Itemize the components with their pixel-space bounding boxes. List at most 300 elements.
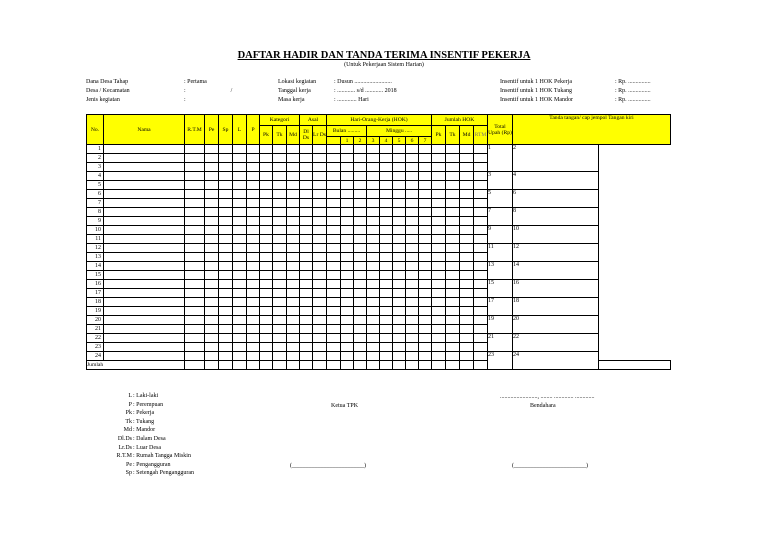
data-cell[interactable] — [474, 181, 488, 190]
data-cell[interactable] — [300, 217, 313, 226]
data-cell[interactable] — [219, 271, 233, 280]
data-cell[interactable] — [300, 307, 313, 316]
data-cell[interactable] — [273, 199, 287, 208]
total-cell[interactable] — [341, 361, 354, 370]
data-cell[interactable] — [341, 181, 354, 190]
data-cell[interactable] — [233, 343, 247, 352]
data-cell[interactable] — [185, 145, 205, 154]
data-cell[interactable] — [287, 334, 300, 343]
data-cell[interactable] — [419, 298, 432, 307]
data-cell[interactable] — [341, 235, 354, 244]
data-cell[interactable] — [233, 325, 247, 334]
data-cell[interactable] — [354, 316, 367, 325]
data-cell[interactable] — [367, 244, 380, 253]
signature-cell-left[interactable]: 9 — [488, 226, 513, 244]
data-cell[interactable] — [104, 253, 185, 262]
signature-cell-right[interactable]: 8 — [513, 208, 599, 226]
data-cell[interactable] — [393, 226, 406, 235]
data-cell[interactable] — [273, 289, 287, 298]
data-cell[interactable] — [380, 271, 393, 280]
data-cell[interactable] — [406, 154, 419, 163]
data-cell[interactable] — [446, 208, 460, 217]
data-cell[interactable] — [341, 262, 354, 271]
data-cell[interactable] — [185, 316, 205, 325]
data-cell[interactable] — [287, 181, 300, 190]
data-cell[interactable] — [247, 334, 260, 343]
data-cell[interactable] — [104, 262, 185, 271]
data-cell[interactable] — [104, 208, 185, 217]
data-cell[interactable] — [419, 163, 432, 172]
data-cell[interactable] — [273, 316, 287, 325]
data-cell[interactable] — [380, 280, 393, 289]
data-cell[interactable] — [219, 343, 233, 352]
data-cell[interactable] — [313, 316, 327, 325]
data-cell[interactable] — [380, 145, 393, 154]
data-cell[interactable] — [341, 343, 354, 352]
data-cell[interactable] — [247, 253, 260, 262]
data-cell[interactable] — [233, 199, 247, 208]
data-cell[interactable] — [205, 154, 219, 163]
signature-cell-left[interactable]: 5 — [488, 190, 513, 208]
data-cell[interactable] — [460, 262, 474, 271]
data-cell[interactable] — [419, 244, 432, 253]
data-cell[interactable] — [233, 208, 247, 217]
data-cell[interactable] — [273, 235, 287, 244]
data-cell[interactable] — [446, 298, 460, 307]
data-cell[interactable] — [327, 307, 341, 316]
data-cell[interactable] — [406, 235, 419, 244]
data-cell[interactable] — [446, 343, 460, 352]
data-cell[interactable] — [341, 199, 354, 208]
data-cell[interactable] — [327, 334, 341, 343]
total-cell[interactable] — [446, 361, 460, 370]
data-cell[interactable] — [460, 226, 474, 235]
total-cell[interactable] — [406, 361, 419, 370]
data-cell[interactable] — [432, 190, 446, 199]
data-cell[interactable] — [432, 244, 446, 253]
data-cell[interactable] — [432, 334, 446, 343]
data-cell[interactable] — [419, 316, 432, 325]
data-cell[interactable] — [406, 244, 419, 253]
data-cell[interactable] — [367, 181, 380, 190]
data-cell[interactable] — [406, 253, 419, 262]
data-cell[interactable] — [354, 208, 367, 217]
total-cell[interactable] — [380, 361, 393, 370]
data-cell[interactable] — [393, 145, 406, 154]
data-cell[interactable] — [205, 253, 219, 262]
data-cell[interactable] — [460, 307, 474, 316]
data-cell[interactable] — [406, 163, 419, 172]
data-cell[interactable] — [367, 235, 380, 244]
data-cell[interactable] — [247, 352, 260, 361]
data-cell[interactable] — [327, 280, 341, 289]
data-cell[interactable] — [273, 208, 287, 217]
data-cell[interactable] — [313, 244, 327, 253]
data-cell[interactable] — [393, 343, 406, 352]
data-cell[interactable] — [313, 172, 327, 181]
data-cell[interactable] — [247, 316, 260, 325]
data-cell[interactable] — [185, 181, 205, 190]
total-cell[interactable] — [273, 361, 287, 370]
data-cell[interactable] — [273, 325, 287, 334]
data-cell[interactable] — [219, 253, 233, 262]
signature-cell-right[interactable]: 12 — [513, 244, 599, 262]
data-cell[interactable] — [205, 199, 219, 208]
data-cell[interactable] — [327, 199, 341, 208]
data-cell[interactable] — [185, 244, 205, 253]
data-cell[interactable] — [432, 253, 446, 262]
data-cell[interactable] — [300, 181, 313, 190]
data-cell[interactable] — [247, 145, 260, 154]
data-cell[interactable] — [219, 325, 233, 334]
data-cell[interactable] — [474, 280, 488, 289]
data-cell[interactable] — [300, 226, 313, 235]
data-cell[interactable] — [419, 181, 432, 190]
data-cell[interactable] — [205, 181, 219, 190]
data-cell[interactable] — [380, 316, 393, 325]
data-cell[interactable] — [341, 316, 354, 325]
data-cell[interactable] — [406, 271, 419, 280]
data-cell[interactable] — [354, 253, 367, 262]
data-cell[interactable] — [432, 172, 446, 181]
data-cell[interactable] — [104, 190, 185, 199]
data-cell[interactable] — [367, 217, 380, 226]
data-cell[interactable] — [393, 208, 406, 217]
data-cell[interactable] — [313, 352, 327, 361]
data-cell[interactable] — [219, 154, 233, 163]
data-cell[interactable] — [446, 307, 460, 316]
data-cell[interactable] — [273, 163, 287, 172]
data-cell[interactable] — [367, 226, 380, 235]
data-cell[interactable] — [354, 307, 367, 316]
data-cell[interactable] — [219, 262, 233, 271]
data-cell[interactable] — [185, 280, 205, 289]
data-cell[interactable] — [406, 172, 419, 181]
data-cell[interactable] — [367, 307, 380, 316]
data-cell[interactable] — [273, 352, 287, 361]
data-cell[interactable] — [313, 325, 327, 334]
data-cell[interactable] — [406, 343, 419, 352]
data-cell[interactable] — [446, 217, 460, 226]
data-cell[interactable] — [327, 181, 341, 190]
data-cell[interactable] — [460, 208, 474, 217]
data-cell[interactable] — [354, 289, 367, 298]
data-cell[interactable] — [313, 253, 327, 262]
data-cell[interactable] — [406, 199, 419, 208]
data-cell[interactable] — [367, 325, 380, 334]
data-cell[interactable] — [460, 244, 474, 253]
data-cell[interactable] — [393, 262, 406, 271]
data-cell[interactable] — [260, 217, 273, 226]
data-cell[interactable] — [185, 343, 205, 352]
data-cell[interactable] — [300, 199, 313, 208]
data-cell[interactable] — [327, 217, 341, 226]
data-cell[interactable] — [233, 352, 247, 361]
data-cell[interactable] — [205, 235, 219, 244]
signature-cell-left[interactable]: 15 — [488, 280, 513, 298]
data-cell[interactable] — [273, 280, 287, 289]
data-cell[interactable] — [104, 145, 185, 154]
data-cell[interactable] — [474, 244, 488, 253]
signature-cell-right[interactable]: 2 — [513, 145, 599, 172]
data-cell[interactable] — [300, 253, 313, 262]
data-cell[interactable] — [474, 226, 488, 235]
data-cell[interactable] — [300, 352, 313, 361]
data-cell[interactable] — [474, 325, 488, 334]
data-cell[interactable] — [406, 208, 419, 217]
data-cell[interactable] — [419, 190, 432, 199]
data-cell[interactable] — [393, 244, 406, 253]
data-cell[interactable] — [247, 289, 260, 298]
data-cell[interactable] — [432, 316, 446, 325]
data-cell[interactable] — [219, 226, 233, 235]
data-cell[interactable] — [474, 343, 488, 352]
data-cell[interactable] — [327, 352, 341, 361]
signature-cell-right[interactable]: 10 — [513, 226, 599, 244]
data-cell[interactable] — [260, 181, 273, 190]
data-cell[interactable] — [287, 154, 300, 163]
data-cell[interactable] — [460, 316, 474, 325]
data-cell[interactable] — [185, 262, 205, 271]
data-cell[interactable] — [300, 208, 313, 217]
data-cell[interactable] — [432, 208, 446, 217]
data-cell[interactable] — [367, 253, 380, 262]
data-cell[interactable] — [419, 226, 432, 235]
data-cell[interactable] — [380, 163, 393, 172]
data-cell[interactable] — [446, 172, 460, 181]
total-cell[interactable] — [393, 361, 406, 370]
data-cell[interactable] — [354, 262, 367, 271]
data-cell[interactable] — [393, 307, 406, 316]
data-cell[interactable] — [247, 154, 260, 163]
data-cell[interactable] — [354, 343, 367, 352]
data-cell[interactable] — [313, 307, 327, 316]
signature-cell-right[interactable]: 20 — [513, 316, 599, 334]
data-cell[interactable] — [393, 181, 406, 190]
data-cell[interactable] — [327, 190, 341, 199]
data-cell[interactable] — [446, 190, 460, 199]
data-cell[interactable] — [327, 298, 341, 307]
data-cell[interactable] — [273, 217, 287, 226]
data-cell[interactable] — [287, 217, 300, 226]
data-cell[interactable] — [205, 280, 219, 289]
data-cell[interactable] — [247, 226, 260, 235]
data-cell[interactable] — [380, 199, 393, 208]
data-cell[interactable] — [247, 217, 260, 226]
data-cell[interactable] — [205, 289, 219, 298]
total-cell[interactable] — [474, 361, 488, 370]
data-cell[interactable] — [260, 298, 273, 307]
data-cell[interactable] — [354, 244, 367, 253]
data-cell[interactable] — [367, 190, 380, 199]
data-cell[interactable] — [273, 298, 287, 307]
data-cell[interactable] — [300, 172, 313, 181]
signature-cell-left[interactable]: 19 — [488, 316, 513, 334]
data-cell[interactable] — [233, 307, 247, 316]
data-cell[interactable] — [260, 271, 273, 280]
data-cell[interactable] — [432, 145, 446, 154]
data-cell[interactable] — [341, 208, 354, 217]
signature-cell-right[interactable]: 4 — [513, 172, 599, 190]
data-cell[interactable] — [260, 190, 273, 199]
data-cell[interactable] — [380, 352, 393, 361]
data-cell[interactable] — [104, 271, 185, 280]
data-cell[interactable] — [205, 217, 219, 226]
data-cell[interactable] — [354, 235, 367, 244]
data-cell[interactable] — [313, 271, 327, 280]
data-cell[interactable] — [432, 280, 446, 289]
data-cell[interactable] — [185, 334, 205, 343]
data-cell[interactable] — [185, 208, 205, 217]
data-cell[interactable] — [380, 226, 393, 235]
data-cell[interactable] — [260, 253, 273, 262]
data-cell[interactable] — [406, 316, 419, 325]
data-cell[interactable] — [380, 307, 393, 316]
data-cell[interactable] — [247, 244, 260, 253]
data-cell[interactable] — [419, 199, 432, 208]
data-cell[interactable] — [104, 298, 185, 307]
data-cell[interactable] — [233, 154, 247, 163]
data-cell[interactable] — [300, 289, 313, 298]
data-cell[interactable] — [474, 208, 488, 217]
data-cell[interactable] — [406, 262, 419, 271]
data-cell[interactable] — [474, 307, 488, 316]
total-cell[interactable] — [205, 361, 219, 370]
data-cell[interactable] — [406, 181, 419, 190]
data-cell[interactable] — [380, 298, 393, 307]
data-cell[interactable] — [104, 163, 185, 172]
data-cell[interactable] — [341, 289, 354, 298]
data-cell[interactable] — [393, 271, 406, 280]
data-cell[interactable] — [341, 217, 354, 226]
data-cell[interactable] — [287, 190, 300, 199]
data-cell[interactable] — [419, 154, 432, 163]
total-cell[interactable] — [419, 361, 432, 370]
data-cell[interactable] — [460, 163, 474, 172]
data-cell[interactable] — [287, 163, 300, 172]
data-cell[interactable] — [300, 145, 313, 154]
data-cell[interactable] — [300, 298, 313, 307]
data-cell[interactable] — [300, 262, 313, 271]
data-cell[interactable] — [432, 289, 446, 298]
data-cell[interactable] — [354, 280, 367, 289]
data-cell[interactable] — [393, 316, 406, 325]
data-cell[interactable] — [432, 235, 446, 244]
data-cell[interactable] — [341, 352, 354, 361]
data-cell[interactable] — [354, 181, 367, 190]
data-cell[interactable] — [205, 307, 219, 316]
data-cell[interactable] — [219, 298, 233, 307]
total-cell[interactable] — [432, 361, 446, 370]
data-cell[interactable] — [341, 154, 354, 163]
data-cell[interactable] — [233, 235, 247, 244]
data-cell[interactable] — [287, 226, 300, 235]
data-cell[interactable] — [205, 334, 219, 343]
data-cell[interactable] — [474, 172, 488, 181]
signature-cell-left[interactable]: 13 — [488, 262, 513, 280]
data-cell[interactable] — [233, 316, 247, 325]
data-cell[interactable] — [446, 235, 460, 244]
signature-cell-left[interactable]: 17 — [488, 298, 513, 316]
data-cell[interactable] — [233, 172, 247, 181]
data-cell[interactable] — [287, 271, 300, 280]
data-cell[interactable] — [300, 280, 313, 289]
data-cell[interactable] — [247, 172, 260, 181]
data-cell[interactable] — [474, 163, 488, 172]
data-cell[interactable] — [219, 199, 233, 208]
data-cell[interactable] — [367, 199, 380, 208]
data-cell[interactable] — [185, 352, 205, 361]
data-cell[interactable] — [367, 208, 380, 217]
data-cell[interactable] — [205, 244, 219, 253]
data-cell[interactable] — [273, 271, 287, 280]
data-cell[interactable] — [300, 235, 313, 244]
data-cell[interactable] — [419, 217, 432, 226]
data-cell[interactable] — [287, 325, 300, 334]
data-cell[interactable] — [406, 334, 419, 343]
data-cell[interactable] — [300, 316, 313, 325]
data-cell[interactable] — [474, 289, 488, 298]
data-cell[interactable] — [104, 226, 185, 235]
data-cell[interactable] — [260, 145, 273, 154]
data-cell[interactable] — [260, 343, 273, 352]
data-cell[interactable] — [185, 154, 205, 163]
data-cell[interactable] — [460, 235, 474, 244]
data-cell[interactable] — [432, 343, 446, 352]
data-cell[interactable] — [273, 172, 287, 181]
data-cell[interactable] — [327, 316, 341, 325]
data-cell[interactable] — [219, 235, 233, 244]
data-cell[interactable] — [233, 181, 247, 190]
data-cell[interactable] — [219, 208, 233, 217]
data-cell[interactable] — [474, 199, 488, 208]
data-cell[interactable] — [327, 325, 341, 334]
data-cell[interactable] — [380, 181, 393, 190]
data-cell[interactable] — [247, 280, 260, 289]
data-cell[interactable] — [287, 199, 300, 208]
data-cell[interactable] — [313, 334, 327, 343]
data-cell[interactable] — [460, 271, 474, 280]
data-cell[interactable] — [367, 316, 380, 325]
data-cell[interactable] — [313, 181, 327, 190]
data-cell[interactable] — [205, 343, 219, 352]
data-cell[interactable] — [287, 145, 300, 154]
data-cell[interactable] — [287, 343, 300, 352]
data-cell[interactable] — [313, 208, 327, 217]
data-cell[interactable] — [474, 235, 488, 244]
total-cell[interactable] — [300, 361, 313, 370]
data-cell[interactable] — [327, 235, 341, 244]
data-cell[interactable] — [432, 307, 446, 316]
data-cell[interactable] — [260, 163, 273, 172]
data-cell[interactable] — [327, 145, 341, 154]
data-cell[interactable] — [380, 154, 393, 163]
data-cell[interactable] — [419, 280, 432, 289]
data-cell[interactable] — [406, 226, 419, 235]
data-cell[interactable] — [260, 316, 273, 325]
data-cell[interactable] — [287, 280, 300, 289]
data-cell[interactable] — [260, 199, 273, 208]
total-cell[interactable] — [460, 361, 474, 370]
data-cell[interactable] — [380, 325, 393, 334]
data-cell[interactable] — [460, 199, 474, 208]
data-cell[interactable] — [313, 145, 327, 154]
data-cell[interactable] — [300, 154, 313, 163]
data-cell[interactable] — [219, 217, 233, 226]
data-cell[interactable] — [341, 172, 354, 181]
data-cell[interactable] — [104, 199, 185, 208]
data-cell[interactable] — [185, 253, 205, 262]
